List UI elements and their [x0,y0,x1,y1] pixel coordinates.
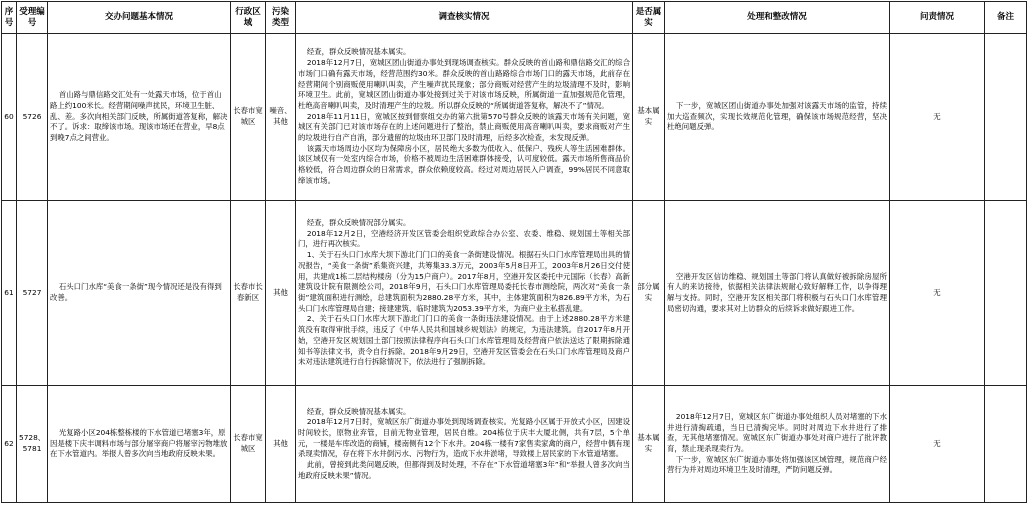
cell-no: 62 [2,386,17,503]
cell-district: 长春市宽城区 [231,34,266,201]
cell-district: 长春市宽城区 [231,386,266,503]
header-handling: 处理和整改情况 [665,2,890,34]
investigation-paragraph: 该露天市场周边小区均为保障房小区，居民绝大多数为低收入、低保户、残疾人等生活困难群体。该区域仅有一处室内综合市场，价格不被周边生活困难群体接受，认可度较低。露天市场所售商品价格较低，符合周边群众的日常需求，群众依赖度较高。经过对周边居民入户调查，99%居民不同意取缔该市场。 [298,143,630,185]
header-id: 受理编号 [17,2,48,34]
cell-remark [985,386,1027,503]
cell-account: 无 [890,386,985,503]
cell-remark [985,201,1027,386]
header-investigation: 调查核实情况 [296,2,633,34]
cell-issue [48,201,231,386]
handling-paragraph: 2018年12月7日，宽城区东广街道办事处组织人员对堵塞的下水井进行清掏疏通，当日已清掏完毕。同时对周边下水井进行了排查，无其他堵塞情况。宽城区东广街道办事处对商户进行了批评教育，禁止现杀现卖行为。 [667,411,887,453]
header-account: 问责情况 [890,2,985,34]
investigation-paragraph: 2018年11月11日，宽城区按到督察组交办的第六批第570号群众反映的该露天市场有关问题，宽城区有关部门已对该市场存在的上述问题进行了整治，禁止商贩使用高音喇叭叫卖，要求商贩对产生的垃圾进行自产自消，部分遗留的垃圾由环卫部门及时清理，后经多次检查，未发现反弹。 [298,111,630,143]
cell-fact: 基本属实 [633,34,665,201]
header-fact: 是否属实 [633,2,665,34]
cell-investigation [296,34,633,201]
cell-issue [48,34,231,201]
header-no: 序号 [2,2,17,34]
header-row [2,2,1027,34]
cell-investigation [296,386,633,503]
investigation-paragraph: 1、关于石头口门水库大坝下游北门门口的美食一条街建设情况。根据石头口门水库管理局出具的情况报告，“美食一条街”系集资兴建，共筹集33.3万元，2003年5月8日开工，2003年8月26日交付使用，共建成1栋二层结构楼房（分为15户商户）。2017年8月，空港开发区委托中元国际（长春）高新建筑设计院有限测绘公司，2018年9月，石头口门水库管理局委托长春市测绘院，两次对“美食一条街”建筑面积进行测绘，总建筑面积为2880.28平方米，其中，主体建筑面积为826.89平方米，为石头口门水库管理局自建；接建建筑、临时建筑为2053.39平方米，为商户业主私搭乱建。 [298,250,630,313]
header-issue: 交办问题基本情况 [48,2,231,34]
investigation-paragraph: 2018年12月7日时，宽城区东广街道办事处到现场调查核实。光复路小区属于开放式小区，因建设时间较长，原物业弃管，目前无物业管理，居民自维。204栋位于庆丰大厦北侧，共有7层，5个单元，一楼是车库改造的商铺，楼南侧有12个下水井。204栋一楼有7家售卖家禽的商户，经营中偶有现杀现卖情况，存在将下水井倒污水、污物行为，造成下水井淤堵，导致楼上居民家的下水管道堵塞。 [298,417,630,459]
investigation-paragraph: 2018年12月7日，宽城区团山街道办事处到现场调查核实。群众反映的首山路和鼎信路交汇的综合市场门口确有露天市场，经营范围约30米。群众反映的首山路路综合市场门口的露天市场，此前存在经营期间个别商贩使用喇叭叫卖，产生噪声扰民现象；部分商贩对经营产生的垃圾清理不及时，影响环境卫生。此前，宽城区团山街道办事处接到过关于对该市场反映，所属街道一直加强规范化管理，杜绝高音喇叭叫卖，及时清理产生的垃圾。所以群众反映的“所属街道答复称，解决不了”情况。 [298,58,630,110]
cell-ptype: 其他 [266,386,296,503]
issue-text: 首山路与鼎信路交汇处有一处露天市场，位于首山路上约100米长。经营期间噪声扰民，环境卫生脏、乱、差。多次向相关部门反映，所属街道答复称，解决不了。诉求：取缔该市场。现该市场还在营业，早8点到晚7点之间营业。 [50,90,228,143]
cell-account: 无 [890,201,985,386]
table-row [2,34,1027,201]
cell-ptype: 其他 [266,201,296,386]
cell-investigation [296,201,633,386]
complaint-table [1,1,1027,503]
cell-handling [665,34,890,201]
investigation-paragraph: 此前，曾接到此类问题反映，但都得到及时处理，不存在“下水管道堵塞3年”和“举报人曾多次向当地政府反映未果”情况。 [298,460,630,480]
investigation-paragraph: 2018年12月2日，空港经济开发区管委会组织党政综合办公室、农委、维稳、规划国土等相关部门，进行再次核实。 [298,228,630,249]
investigation-paragraph: 经查，群众反映情况基本属实。 [306,406,411,416]
cell-ptype: 噪音、其他 [266,34,296,201]
table-row [2,386,1027,503]
cell-no: 61 [2,201,17,386]
handling-paragraph: 空港开发区信访维稳、规划国土等部门将认真做好被拆除房屋所有人的来访接待，依据相关法律法规耐心致好解释工作，以争得理解与支持。同时，空港开发区相关部门将积极与石头口门水库管理局密切沟通，要求其对上访群众的后续诉求做好跟进工作。 [667,271,887,313]
handling-paragraph: 下一步，宽城区东广街道办事处将加强该区域管理，规范商户经营行为并对周边环境卫生及时清理，严防问题反弹。 [667,454,887,475]
header-remark: 备注 [985,2,1027,34]
header-district: 行政区域 [231,2,266,34]
issue-text: 光复路小区204栋整栋楼的下水管道已堵塞3年，原因是楼下庆丰调料市场与部分屠宰商户将屠宰污物堆放在下水管道内。举报人曾多次向当地政府反映未果。 [50,427,228,459]
cell-id: 5726 [17,34,48,201]
cell-fact: 部分属实 [633,201,665,386]
cell-issue [48,386,231,503]
investigation-paragraph: 经查，群众反映情况基本属实。 [306,47,411,57]
cell-remark [985,34,1027,201]
header-ptype: 污染类型 [266,2,296,34]
investigation-paragraph: 经查，群众反映情况部分属实。 [306,218,411,228]
cell-id: 5727 [17,201,48,386]
cell-handling [665,386,890,503]
cell-district: 长春市长春新区 [231,201,266,386]
table-row [2,201,1027,386]
cell-account: 无 [890,34,985,201]
cell-no: 60 [2,34,17,201]
cell-fact: 基本属实 [633,386,665,503]
cell-handling [665,201,890,386]
investigation-paragraph: 2、关于石头口门水库大坝下游北门门口的美食一条街违法建设情况。由于上述2880.28平方米建筑没有取得审批手续，违反了《中华人民共和国城乡规划法》的规定，为违法建筑。自2017年8月开始，空港开发区规划国土部门按照法律程序向石头口门水库管理局及经营商户依法送达了限期拆除通知书等法律文书，责令自行拆除。2018年9月29日，空港开发区管委会在石头口门水库管理局及商户未对违法建筑进行自行拆除情况下，依法进行了强制拆除。 [298,314,630,367]
handling-paragraph: 下一步，宽城区团山街道办事处加强对该露天市场的监管，持续加大巡查频次，实现长效规范化管理，确保该市场规范经营，坚决杜绝问题反弹。 [667,100,887,132]
cell-id: 5728、5781 [17,386,48,503]
issue-text: 石头口门水库“美食一条街”现今情况还是没有得到改善。 [50,282,222,302]
